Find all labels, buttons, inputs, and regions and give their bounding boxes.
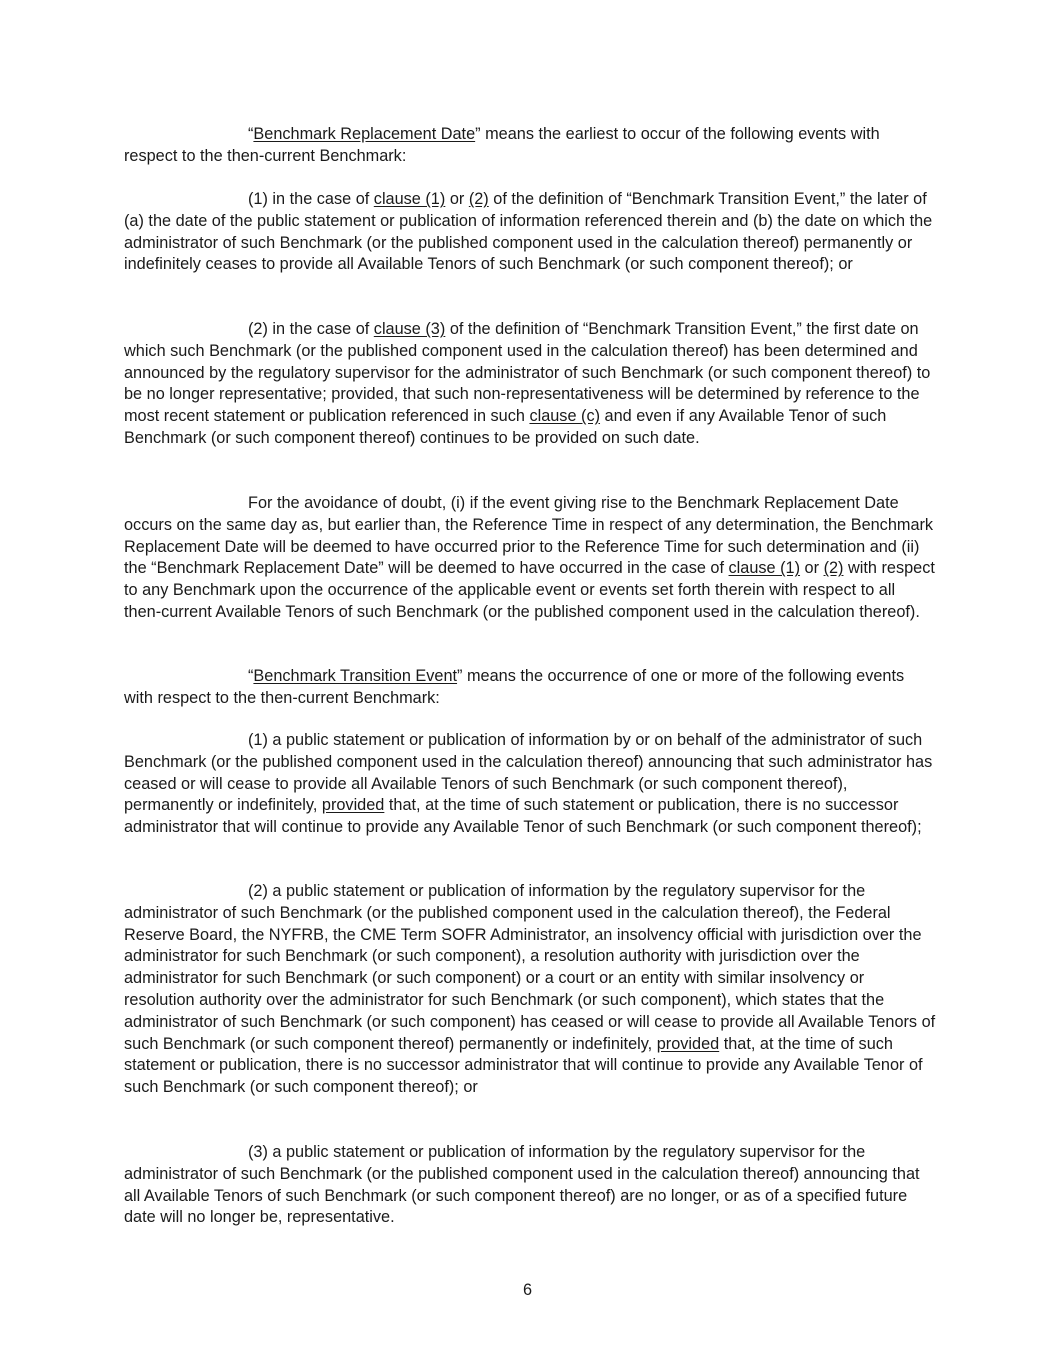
definition-benchmark-transition-event xyxy=(124,666,936,710)
text-segment: (2) a public statement or publication of information by the regulatory supervisor for the administrator of such Benchmark (or the published component used in the calculation thereof), the Federal Reserve Board, the NYFRB, the CME Term SOFR Administrator, an insolvency official with jurisdiction over the administrator for such Benchmark (or such component), a resolution authority with jurisdiction over the administrator for such Benchmark (or such component) or a court or an entity with similar insolvency or resolution authority over the administrator for such Benchmark (or such component), which states that the administrator of such Benchmark (or such component) has ceased or will cease to provide all Available Tenors of such Benchmark (or such component thereof) permanently or indefinitely, xyxy=(124,882,936,1053)
clause-reference: (2) xyxy=(468,190,489,208)
paragraph-event-2 xyxy=(124,881,936,1099)
open-quote: “ xyxy=(248,125,254,143)
clause-reference: clause (1) xyxy=(373,190,446,208)
provided-term: provided xyxy=(321,796,385,815)
definition-text: ” means the earliest to occur of the following events with respect to the then-current Benchmark: xyxy=(124,125,880,165)
paragraph-clause-2 xyxy=(124,319,936,450)
text-segment: (2) in the case of xyxy=(248,320,374,338)
paragraph-clause-1 xyxy=(124,189,936,276)
text-segment: or xyxy=(445,190,469,208)
text-segment: of the definition of “Benchmark Transition Event,” the first date on which such Benchmark (or the published component used in the calculation thereof) has been determined and announced by the regulatory supervisor for the administrator of such Benchmark (or such component thereof) to be no longer representative; provided, that such non-representativeness will be determined by reference to the most recent statement or publication referenced in such xyxy=(124,320,931,426)
open-quote: “ xyxy=(248,667,254,685)
definition-text: ” means the occurrence of one or more of the following events with respect to the then-current Benchmark: xyxy=(124,667,905,707)
clause-reference: (2) xyxy=(823,559,844,578)
paragraph-event-3 xyxy=(124,1142,936,1229)
provided-term: provided xyxy=(656,1034,720,1053)
text-segment: with respect to any Benchmark upon the occurrence of the applicable event or events set forth therein with respect to all then-current Available Tenors of such Benchmark (or the published component used in the calculation thereof). xyxy=(124,559,935,621)
clause-reference: clause (3) xyxy=(373,320,446,338)
text-segment: (3) a public statement or publication of information by the regulatory supervisor for the administrator of such Benchmark (or the published component used in the calculation thereof) announcing that all Available Tenors of such Benchmark (or such component thereof) are no longer, or as of a specified future date will no longer be, representative. xyxy=(124,1143,920,1227)
text-segment: that, at the time of such statement or publication, there is no successor administrator that will continue to provide any Available Tenor of such Benchmark (or such component thereof); xyxy=(124,796,922,837)
text-segment: and even if any Available Tenor of such Benchmark (or such component thereof) continues to be provided on such date. xyxy=(124,407,887,447)
defined-term: Benchmark Replacement Date xyxy=(253,125,476,143)
text-segment: of the definition of “Benchmark Transition Event,” the later of (a) the date of the public statement or publication of information referenced therein and (b) the date on which the administrator of such Benchmark (or the published component used in the calculation thereof) permanently or indefinitely ceases to provide all Available Tenors of such Benchmark (or such component thereof); or xyxy=(124,190,933,274)
paragraph-event-1 xyxy=(124,730,936,839)
clause-reference: clause (1) xyxy=(728,559,801,578)
page-number: 6 xyxy=(522,1281,533,1299)
text-segment: For the avoidance of doubt, (i) if the event giving rise to the Benchmark Replacement Date occurs on the same day as, but earlier than, the Reference Time in respect of any determination, the Benchmark Replacement Date will be deemed to have occurred prior to the Reference Time for such determination and (ii) the “Benchmark Replacement Date” will be deemed to have occurred in the case of xyxy=(124,494,934,578)
paragraph-avoidance-of-doubt xyxy=(124,493,936,624)
clause-reference: clause (c) xyxy=(529,407,601,426)
text-segment: that, at the time of such statement or publication, there is no successor administrator that will continue to provide any Available Tenor of such Benchmark (or such component thereof); or xyxy=(124,1034,923,1097)
text-segment: or xyxy=(800,559,824,578)
defined-term: Benchmark Transition Event xyxy=(253,667,458,685)
text-segment: (1) in the case of xyxy=(248,190,374,208)
definition-benchmark-replacement-date xyxy=(124,124,936,168)
text-segment: (1) a public statement or publication of information by or on behalf of the administrator of such Benchmark (or the published component used in the calculation thereof) announcing that such administrator has ceased or will cease to provide all Available Tenors of such Benchmark (or such component thereof), permanently or indefinitely, xyxy=(124,731,933,815)
